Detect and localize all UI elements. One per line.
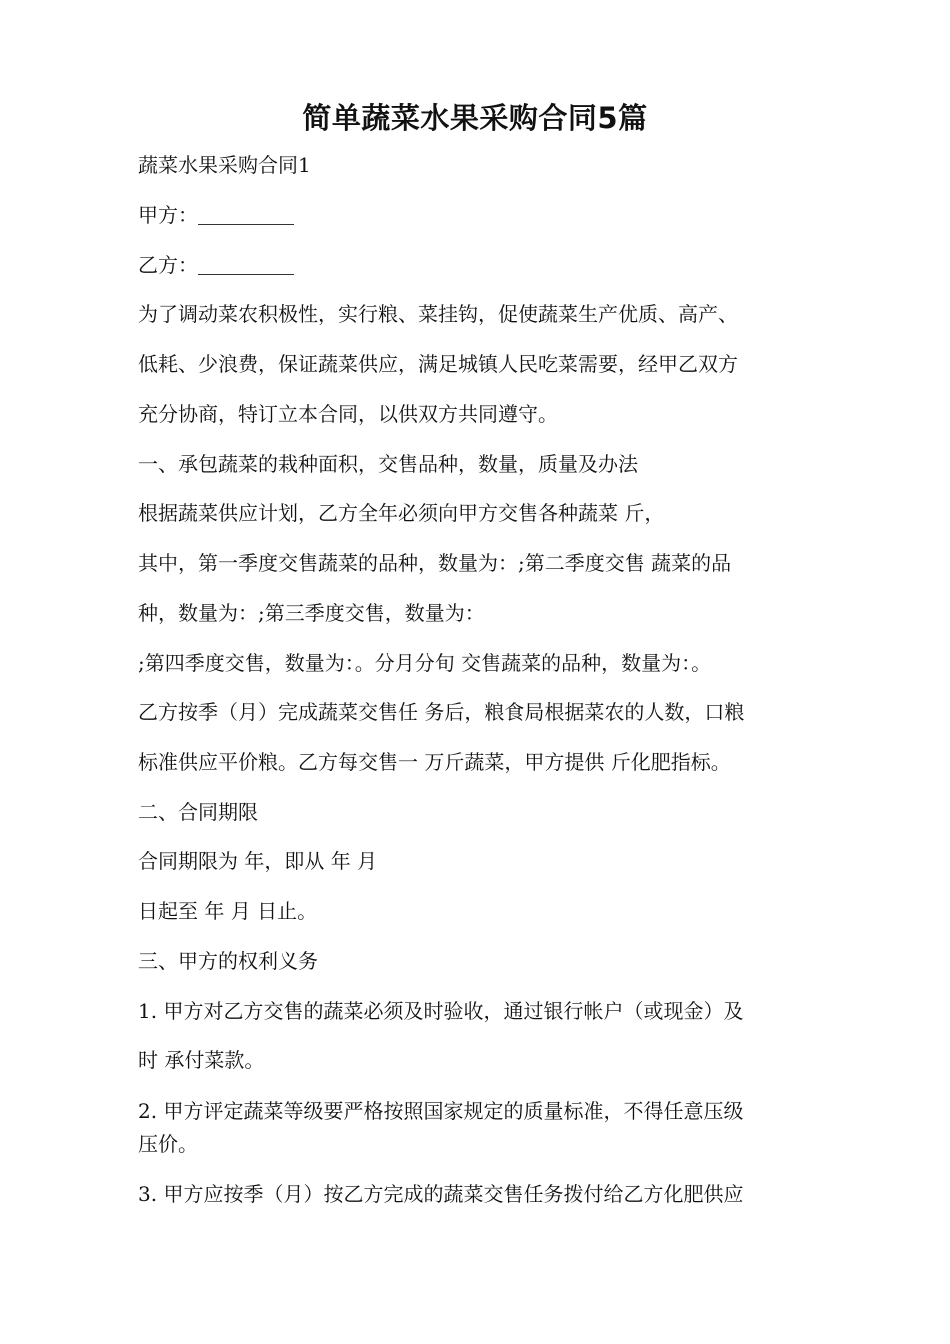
clause-2: 2. 甲方评定蔬菜等级要严格按照国家规定的质量标准，不得任意压级 [138,1099,744,1123]
party-b-label: 乙方： [138,253,198,277]
clause-3: 3. 甲方应按季（月）按乙方完成的蔬菜交售任务拨付给乙方化肥供应 [138,1182,744,1206]
section-heading-1: 一、承包蔬菜的栽种面积，交售品种，数量，质量及办法 [138,452,638,476]
party-a-label: 甲方： [138,203,198,227]
clause-1-cont: 时 承付菜款。 [138,1048,265,1072]
clause-1: 1. 甲方对乙方交售的蔬菜必须及时验收，通过银行帐户（或现金）及 [138,999,744,1023]
paragraph-line: 低耗、少浪费，保证蔬菜供应，满足城镇人民吃菜需要，经甲乙双方 [138,352,738,376]
section-heading-3: 三、甲方的权利义务 [138,949,318,973]
document-title: 简单蔬菜水果采购合同5篇 [302,101,648,135]
paragraph-line: 标准供应平价粮。乙方每交售一 万斤蔬菜，甲方提供 斤化肥指标。 [138,750,731,774]
clause-2-cont: 压价。 [138,1132,198,1156]
paragraph-line: 种，数量为：;第三季度交售，数量为： [138,601,485,625]
paragraph-line: 乙方按季（月）完成蔬菜交售任 务后，粮食局根据菜农的人数，口粮 [138,700,745,724]
paragraph-line: 充分协商，特订立本合同，以供双方共同遵守。 [138,402,558,426]
paragraph-line: 合同期限为 年，即从 年 月 [138,849,378,873]
party-b-blank [198,254,294,275]
contract-subtitle: 蔬菜水果采购合同1 [138,153,311,177]
paragraph-line: 根据蔬菜供应计划，乙方全年必须向甲方交售各种蔬菜 斤， [138,501,665,525]
section-heading-2: 二、合同期限 [138,800,258,824]
party-a-line [138,202,294,228]
paragraph-line: 其中，第一季度交售蔬菜的品种，数量为：;第二季度交售 蔬菜的品 [138,551,732,575]
paragraph-line: 为了调动菜农积极性，实行粮、菜挂钩，促使蔬菜生产优质、高产、 [138,302,738,326]
paragraph-line: 日起至 年 月 日止。 [138,899,318,923]
party-a-blank [198,204,294,225]
paragraph-line: ;第四季度交售，数量为：。分月分旬 交售蔬菜的品种，数量为：。 [138,651,712,675]
party-b-line [138,252,294,278]
